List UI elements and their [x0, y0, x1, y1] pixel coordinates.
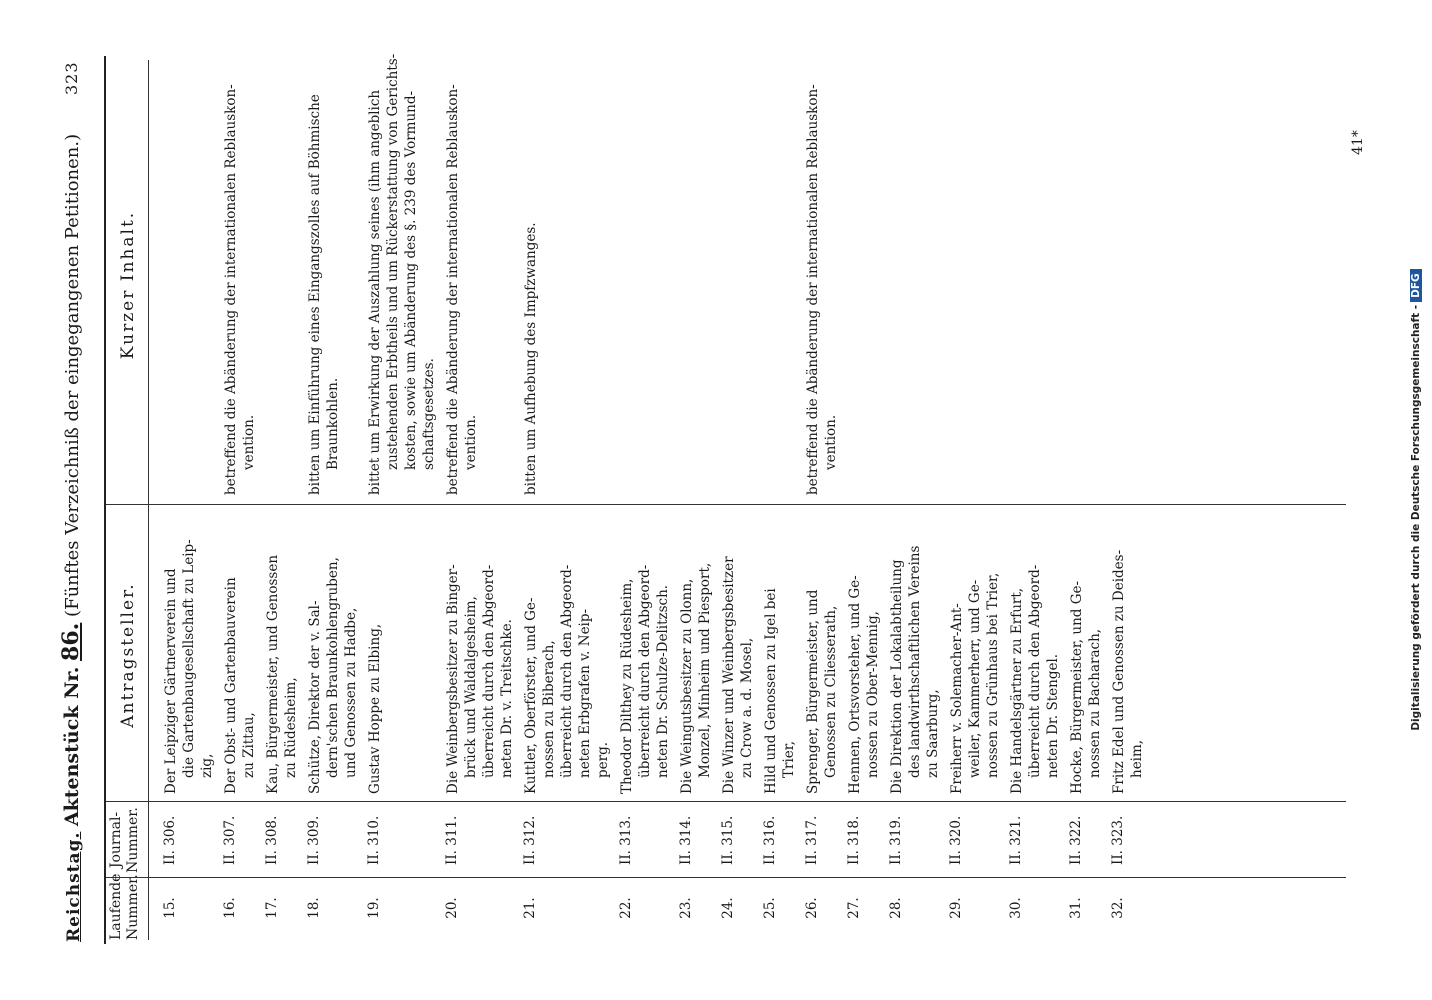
row-lfd: 22.: [618, 897, 634, 919]
row-antrag-line: neten Dr. Schulze-Delitzsch.: [655, 584, 671, 778]
row-antrag-line: zu Crow a. d. Mosel,: [739, 637, 755, 778]
row-antrag-line: neten Dr. v. Treitschke.: [499, 619, 515, 778]
row-antrag-line: überreicht durch den Abgeord-: [559, 564, 575, 778]
col-head-antragsteller: Antragsteller.: [118, 582, 138, 728]
row-lfd: 25.: [762, 897, 778, 919]
row-antrag-line: heim,: [1129, 739, 1145, 778]
row-antrag-line: weiler, Kammerherr, und Ge-: [967, 579, 983, 778]
row-antrag-line: Der Obst- und Gartenbauverein: [223, 577, 239, 794]
row-lfd: 18.: [306, 897, 322, 919]
col-head-lfd: Laufende Nummer.: [108, 873, 141, 940]
row-antrag-line: perg.: [595, 741, 611, 778]
row-antrag-line: zig,: [199, 753, 215, 778]
row-antrag-line: Die Direktion der Lokalabtheilung: [889, 559, 905, 794]
row-inhalt-line: bitten um Einführung eines Eingangszolles auf Böhmische: [307, 94, 323, 495]
row-lfd: 20.: [444, 897, 460, 919]
row-antrag-line: Hennen, Ortsvorsteher, und Ge-: [847, 575, 863, 794]
col-head-journal: Journal-Nummer.: [108, 807, 141, 873]
row-journal: II. 317.: [804, 815, 820, 865]
row-journal: II. 323.: [1110, 815, 1126, 865]
row-inhalt-line: vention.: [241, 414, 257, 470]
doc-label: Aktenstück Nr.: [61, 666, 83, 827]
row-journal: II. 308.: [264, 815, 280, 865]
row-antrag-line: Gustav Hoppe zu Elbing,: [367, 623, 383, 794]
row-lfd: 31.: [1068, 897, 1084, 919]
row-inhalt-line: bittet um Erwirkung der Auszahlung seines (ihm angeblich: [367, 89, 383, 495]
row-journal: II. 306.: [162, 815, 178, 865]
row-antrag-line: Theodor Dilthey zu Rüdesheim,: [619, 578, 635, 794]
row-lfd: 27.: [846, 897, 862, 919]
row-inhalt-line: betreffend die Abänderung der internationalen Reblauskon-: [805, 84, 821, 495]
row-journal: II. 309.: [306, 815, 322, 865]
doc-subtitle: (Fünftes Verzeichniß der eingegangenen Petitionen.): [62, 133, 83, 617]
row-antrag-line: Hild und Genossen zu Igel bei: [763, 588, 779, 794]
top-rule: [104, 56, 106, 944]
row-antrag-line: Monzel, Minheim und Piesport,: [697, 562, 713, 778]
digitization-text: Digitalisierung gefördert durch die Deutsche Forschungsgemeinschaft -: [1410, 304, 1422, 731]
row-antrag-line: Kuttler, Oberförster, und Ge-: [523, 597, 539, 794]
row-antrag-line: die Gartenbaugesellschaft zu Leip-: [181, 539, 197, 778]
row-lfd: 24.: [720, 897, 736, 919]
row-antrag-line: neten Dr. Stengel.: [1045, 653, 1061, 778]
row-inhalt-line: vention.: [823, 414, 839, 470]
row-antrag-line: des landwirthschaftlichen Vereins: [907, 545, 923, 778]
vline-2: [106, 801, 1346, 802]
row-lfd: 32.: [1110, 897, 1126, 919]
row-antrag-line: und Genossen zu Hadbe,: [343, 607, 359, 778]
col-head-inhalt: Kurzer Inhalt.: [118, 210, 138, 360]
row-journal: II. 314.: [678, 815, 694, 865]
row-antrag-line: Die Weinbergsbesitzer zu Binger-: [445, 564, 461, 794]
row-inhalt-line: bitten um Aufhebung des Impfzwanges.: [523, 222, 539, 495]
row-antrag-line: Der Leipziger Gärtnerverein und: [163, 568, 179, 794]
page-number: 323: [62, 61, 81, 95]
row-lfd: 26.: [804, 897, 820, 919]
row-antrag-line: brück und Waldalgesheim,: [463, 596, 479, 778]
row-lfd: 19.: [366, 897, 382, 919]
row-journal: II. 313.: [618, 815, 634, 865]
row-antrag-line: überreicht durch den Abgeord-: [481, 564, 497, 778]
row-inhalt-line: Braunkohlen.: [325, 377, 341, 470]
row-lfd: 16.: [222, 897, 238, 919]
row-antrag-line: Hocke, Bürgermeister, und Ge-: [1069, 580, 1085, 794]
header-reichstag: Reichstag.: [64, 831, 84, 942]
row-antrag-line: Genossen zu Cliesserath,: [823, 605, 839, 778]
row-antrag-line: überreicht durch den Abgeord-: [637, 564, 653, 778]
header-title: [58, 100, 84, 860]
row-journal: II. 310.: [366, 815, 382, 865]
row-inhalt-line: betreffend die Abänderung der internationalen Reblauskon-: [223, 84, 239, 495]
row-antrag-line: Fritz Edel und Genossen zu Deides-: [1111, 549, 1127, 794]
row-antrag-line: zu Saarburg,: [925, 689, 941, 778]
row-antrag-line: Schütze, Direktor der v. Sal-: [307, 600, 323, 794]
row-journal: II. 312.: [522, 815, 538, 865]
row-antrag-line: nossen zu Biberach,: [541, 640, 557, 778]
row-inhalt-line: kosten, sowie um Abänderung des §. 239 des Vormund-: [403, 90, 419, 470]
row-lfd: 15.: [162, 897, 178, 919]
header-rule: [148, 60, 149, 940]
row-journal: II. 311.: [444, 815, 460, 865]
row-journal: II. 320.: [948, 815, 964, 865]
row-antrag-line: Die Weingutsbesitzer zu Olonn,: [679, 578, 695, 794]
row-antrag-line: nossen zu Grünhaus bei Trier,: [985, 572, 1001, 778]
row-antrag-line: Freiherr v. Solemacher-Ant-: [949, 603, 965, 794]
row-antrag-line: nossen zu Bacharach,: [1087, 628, 1103, 778]
row-antrag-line: Trier,: [781, 740, 797, 778]
row-journal: II. 319.: [888, 815, 904, 865]
row-lfd: 28.: [888, 897, 904, 919]
dfg-badge: DFG: [1410, 269, 1422, 302]
footer-number: 41*: [1350, 130, 1366, 155]
row-journal: II. 321.: [1008, 815, 1024, 865]
row-antrag-line: Die Handelsgärtner zu Erfurt,: [1009, 587, 1025, 794]
row-journal: II. 316.: [762, 815, 778, 865]
row-antrag-line: neten Erbgrafen v. Neip-: [577, 608, 593, 778]
doc-number: 86.: [58, 622, 84, 661]
row-antrag-line: nossen zu Ober-Mennig,: [865, 611, 881, 778]
row-inhalt-line: zustehenden Erbtheils und um Rückerstattung von Gerichts-: [385, 53, 401, 470]
row-antrag-line: zu Zittau,: [241, 712, 257, 778]
row-lfd: 23.: [678, 897, 694, 919]
row-antrag-line: Kau, Bürgermeister, und Genossen: [265, 554, 281, 794]
row-journal: II. 315.: [720, 815, 736, 865]
row-antrag-line: überreicht durch den Abgeord-: [1027, 564, 1043, 778]
digitization-note: [1410, 0, 1430, 1000]
row-lfd: 29.: [948, 897, 964, 919]
row-antrag-line: dern'schen Braunkohlengruben,: [325, 557, 341, 778]
row-journal: II. 322.: [1068, 815, 1084, 865]
row-inhalt-line: vention.: [463, 414, 479, 470]
row-lfd: 30.: [1008, 897, 1024, 919]
row-lfd: 21.: [522, 897, 538, 919]
row-antrag-line: Sprenger, Bürgermeister, und: [805, 589, 821, 794]
row-antrag-line: Die Winzer und Weinbergsbesitzer: [721, 556, 737, 794]
row-antrag-line: zu Rüdesheim,: [283, 677, 299, 778]
row-inhalt-line: betreffend die Abänderung der internationalen Reblauskon-: [445, 84, 461, 495]
row-journal: II. 318.: [846, 815, 862, 865]
row-inhalt-line: schaftsgesetzes.: [421, 358, 437, 470]
row-journal: II. 307.: [222, 815, 238, 865]
row-lfd: 17.: [264, 897, 280, 919]
